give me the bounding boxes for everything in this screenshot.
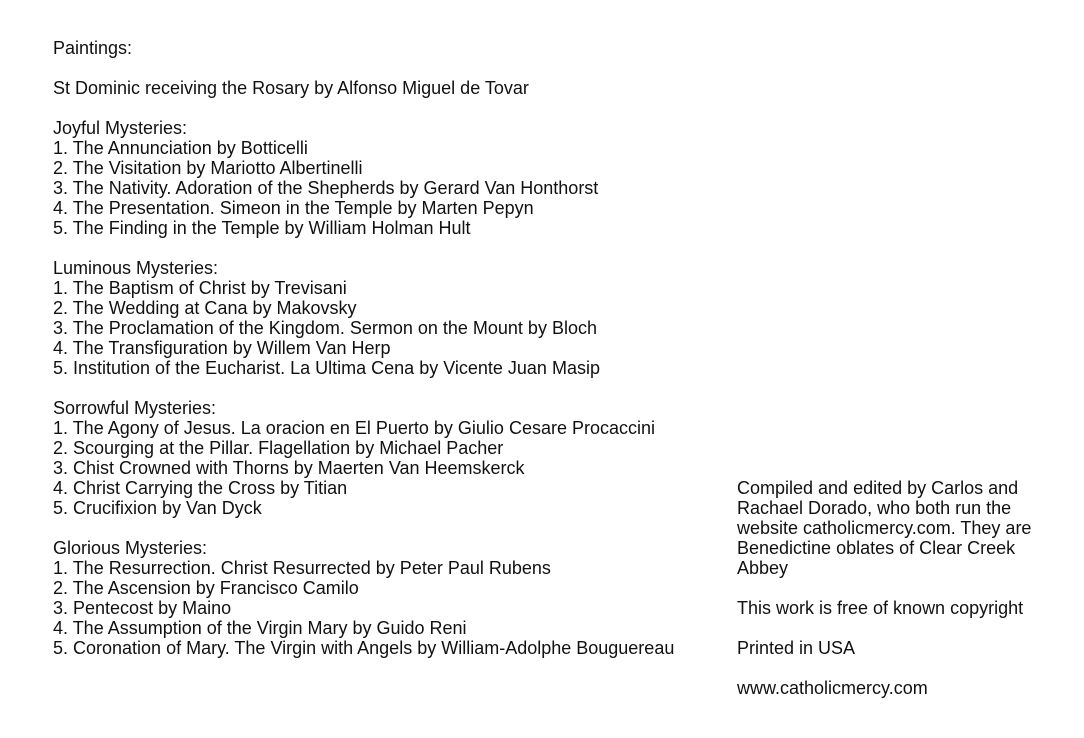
section-title: Sorrowful Mysteries:: [53, 398, 217, 418]
list-item: 1. The Agony of Jesus. La oracion en El Puerto by Giulio Cesare Procaccini: [53, 418, 655, 438]
list-item: 3. The Nativity. Adoration of the Shepherds by Gerard Van Honthorst: [53, 178, 599, 198]
list-item: 1. The Annunciation by Botticelli: [53, 138, 308, 158]
paintings-column: [53, 38, 713, 658]
section-title: Joyful Mysteries:: [53, 118, 188, 138]
list-item: 2. The Wedding at Cana by Makovsky: [53, 298, 357, 318]
compiled-by-note: Compiled and edited by Carlos and Rachael Dorado, who both run the website catholicmercy.com. They are Benedictine oblates of Clear Creek Abbey: [737, 478, 1032, 578]
cover-painting-credit: St Dominic receiving the Rosary by Alfonso Miguel de Tovar: [53, 78, 529, 98]
list-item: 3. Pentecost by Maino: [53, 598, 232, 618]
list-item: 5. Coronation of Mary. The Virgin with Angels by William-Adolphe Bouguereau: [53, 638, 675, 658]
list-item: 5. The Finding in the Temple by William Holman Hult: [53, 218, 471, 238]
list-item: 2. The Visitation by Mariotto Albertinelli: [53, 158, 363, 178]
list-item: 1. The Baptism of Christ by Trevisani: [53, 278, 347, 298]
list-item: 4. The Presentation. Simeon in the Temple by Marten Pepyn: [53, 198, 534, 218]
luminous-mysteries-section: [53, 258, 713, 378]
list-item: 2. Scourging at the Pillar. Flagellation by Michael Pacher: [53, 438, 504, 458]
copyright-note: This work is free of known copyright: [737, 598, 1024, 618]
printed-in-note: Printed in USA: [737, 638, 856, 658]
list-item: 5. Institution of the Eucharist. La Ultima Cena by Vicente Juan Masip: [53, 358, 600, 378]
list-item: 4. The Assumption of the Virgin Mary by Guido Reni: [53, 618, 467, 638]
joyful-mysteries-section: [53, 118, 713, 238]
list-item: 2. The Ascension by Francisco Camilo: [53, 578, 359, 598]
section-title: Glorious Mysteries:: [53, 538, 208, 558]
sorrowful-mysteries-section: [53, 398, 713, 518]
list-item: 5. Crucifixion by Van Dyck: [53, 498, 262, 518]
list-item: 1. The Resurrection. Christ Resurrected by Peter Paul Rubens: [53, 558, 551, 578]
list-item: 3. Chist Crowned with Thorns by Maerten Van Heemskerck: [53, 458, 525, 478]
paintings-heading: Paintings:: [53, 38, 133, 58]
list-item: 3. The Proclamation of the Kingdom. Sermon on the Mount by Bloch: [53, 318, 597, 338]
website-url: www.catholicmercy.com: [737, 678, 928, 698]
glorious-mysteries-section: [53, 538, 713, 658]
list-item: 4. The Transfiguration by Willem Van Herp: [53, 338, 391, 358]
credits-column: [737, 478, 1057, 698]
section-title: Luminous Mysteries:: [53, 258, 219, 278]
list-item: 4. Christ Carrying the Cross by Titian: [53, 478, 348, 498]
